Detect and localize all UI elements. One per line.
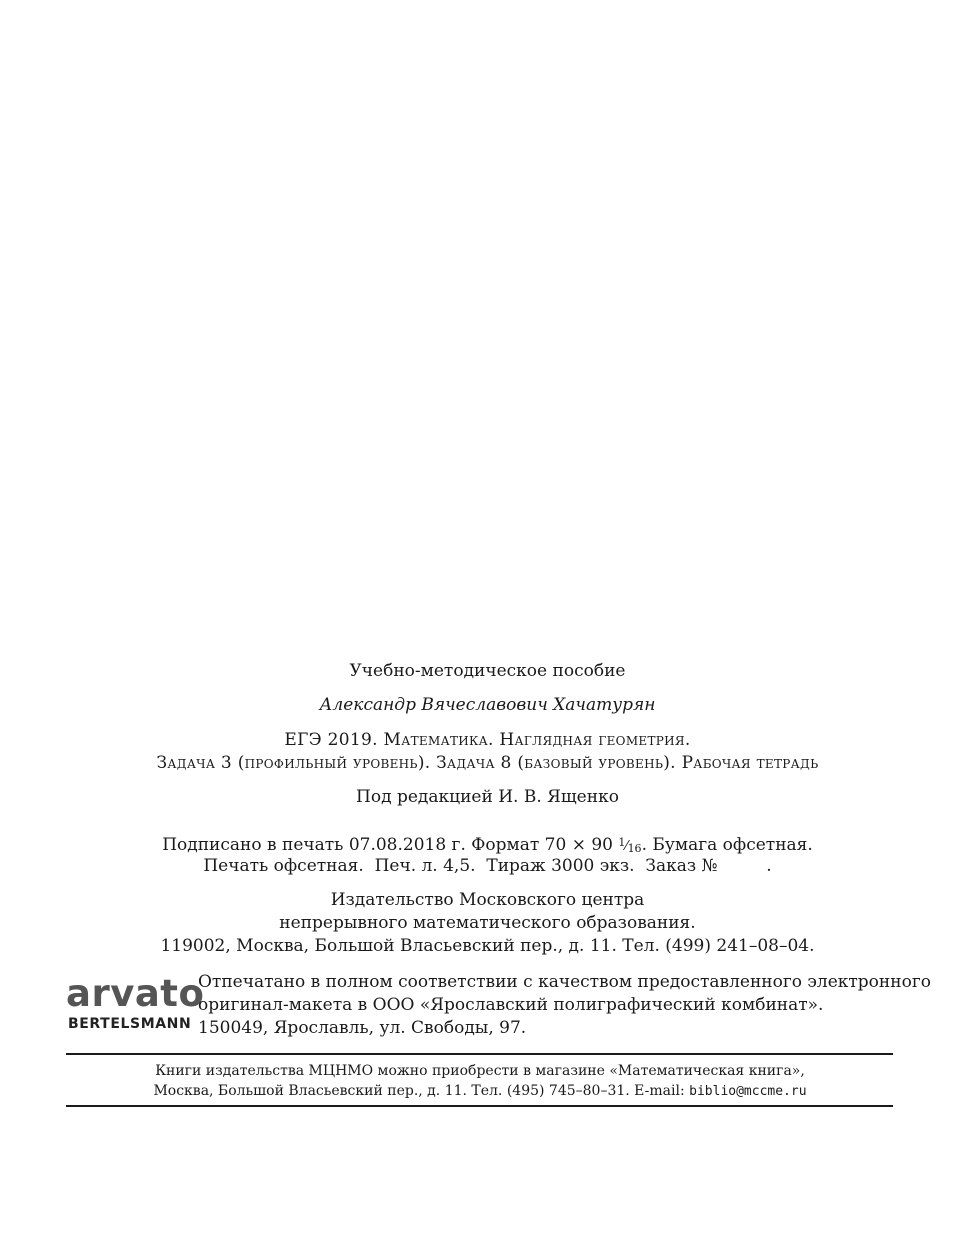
format-denominator: 16 (627, 842, 642, 855)
printer-line-1: Отпечатано в полном соответствии с качеством предоставленного электронного (198, 972, 931, 992)
bookshop-line-2 (0, 1081, 960, 1102)
print-specs-suffix: . Бумага офсетная. (641, 835, 813, 855)
format-fraction (618, 836, 642, 855)
printer-info (198, 971, 931, 1040)
editor-line: Под редакцией И. В. Ященко (356, 787, 619, 807)
book-title-line-2: Задача 3 (профильный уровень). Задача 8 (базовый уровень). Рабочая тетрадь (156, 753, 819, 773)
printer-line-2: оригинал-макета в ООО «Ярославский полиграфический комбинат». (198, 995, 824, 1015)
publisher-address: 119002, Москва, Большой Власьевский пер., д. 11. Тел. (499) 241–08–04. (160, 936, 815, 956)
format-numerator: 1 (618, 836, 626, 849)
format-slash: ⁄ (625, 839, 628, 854)
bookshop-address: Москва, Большой Власьевский пер., д. 11. Тел. (495) 745–80–31. E-mail: (153, 1083, 690, 1099)
book-type: Учебно-методическое пособие (349, 661, 626, 681)
author-name: Александр Вячеславович Хачатурян (319, 695, 656, 715)
arvato-logo: arvato (66, 972, 205, 1015)
top-divider (66, 1053, 893, 1055)
bottom-divider (66, 1105, 893, 1107)
bookshop-line-1: Книги издательства МЦНМО можно приобрести в магазине «Математическая книга», (155, 1063, 805, 1079)
print-specs-prefix: Подписано в печать 07.08.2018 г. Формат 70 × 90 (162, 835, 619, 855)
bertelsmann-logo-text: BERTELSMANN (68, 1016, 192, 1032)
publisher-line-1: Издательство Московского центра (330, 890, 645, 910)
bookshop-email-link[interactable]: biblio@mccme.ru (689, 1084, 807, 1099)
book-title-line-1: ЕГЭ 2019. Математика. Наглядная геометрия. (284, 730, 691, 750)
publisher-line-2: непрерывного математического образования. (279, 913, 696, 933)
print-specs-line-2: Печать офсетная. Печ. л. 4,5. Тираж 3000 экз. Заказ № . (203, 856, 772, 876)
printer-line-3: 150049, Ярославль, ул. Свободы, 97. (198, 1018, 527, 1038)
